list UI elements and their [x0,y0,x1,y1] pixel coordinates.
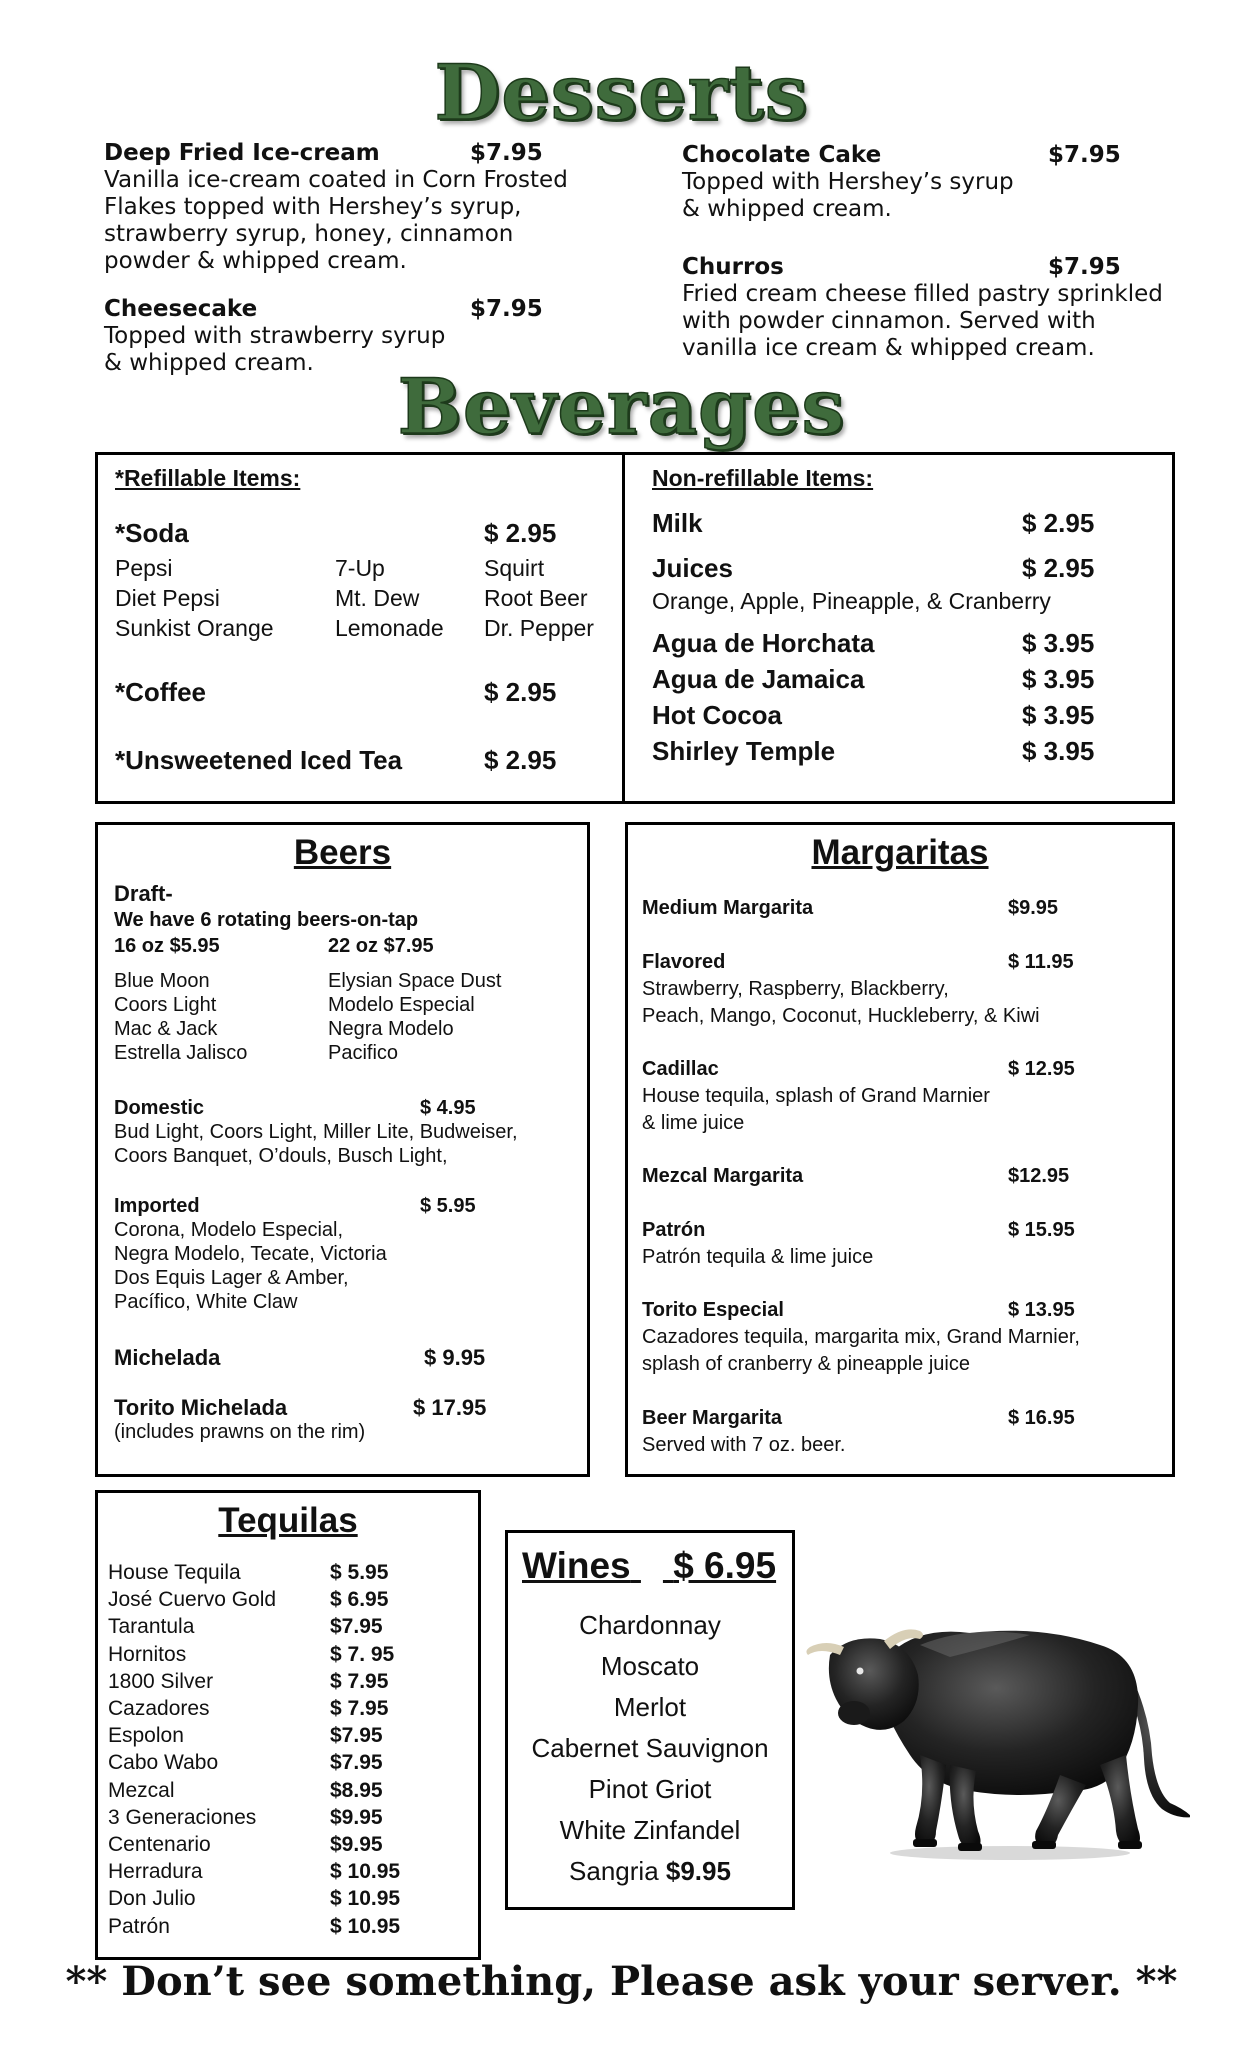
tequila-name: José Cuervo Gold [108,1588,277,1612]
dessert-price: $7.95 [1048,254,1121,280]
beverages-divider [622,455,625,801]
tequila-name: Centenario [108,1833,211,1856]
margarita-name: Patrón [642,1219,706,1241]
soda-flavor: Pepsi [115,555,173,581]
draft-size-16: 16 oz $5.95 [114,935,220,957]
wine-list [508,1605,792,1892]
soda-flavor: 7-Up [335,555,385,581]
tequila-price: $ 5.95 [330,1561,389,1584]
domestic-label: Domestic [114,1097,205,1119]
margarita-desc-line: Cazadores tequila, margarita mix, Grand Marnier, [642,1326,1080,1348]
tequila-row [108,1697,468,1721]
tequila-name: House Tequila [108,1561,241,1584]
margarita-name: Mezcal Margarita [642,1165,804,1187]
margarita-name: Medium Margarita [642,897,814,919]
tequila-price: $ 7. 95 [330,1642,395,1666]
imported-desc-line: Negra Modelo, Tecate, Victoria [114,1243,387,1265]
margarita-price: $ 11.95 [1008,951,1074,973]
beers-title: Beers [293,833,392,872]
margaritas-title: Margaritas [811,833,989,872]
imported-label: Imported [114,1195,200,1217]
margarita-desc-line: & lime juice [642,1112,745,1134]
wine-item: Merlot [613,1692,687,1722]
milk-price: $ 2.95 [1022,508,1095,538]
dessert-desc-line: with powder cinnamon. Served with [682,308,1096,334]
nonrefillable-header: Non-refillable Items: [652,465,874,491]
tequila-price: $ 10.95 [330,1860,401,1884]
draft-beer: Coors Light [114,994,217,1016]
tequila-row [108,1915,468,1939]
juices-price: $ 2.95 [1022,553,1095,583]
draft-label: Draft- [114,881,173,906]
drink-name: Agua de Jamaica [652,664,865,694]
tequila-row [108,1860,468,1884]
drink-price: $ 3.95 [1022,736,1095,766]
dessert-item [682,254,1202,362]
drink-price: $ 3.95 [1022,628,1095,658]
margarita-name: Beer Margarita [642,1407,783,1429]
iced-tea-label: *Unsweetened Iced Tea [115,745,403,775]
margarita-desc-line: House tequila, splash of Grand Marnier [642,1085,990,1107]
soda-flavor: Root Beer [484,585,588,611]
draft-beer: Modelo Especial [328,994,475,1016]
beverages-box [95,452,1175,804]
margaritas-box [625,822,1175,1477]
dessert-desc-line: Topped with Hershey’s syrup [682,169,1014,195]
tequila-name: Cazadores [108,1697,210,1720]
draft-beer: Negra Modelo [328,1018,454,1040]
bull-icon [800,1595,1190,1865]
wine-item: Cabernet Sauvignon [531,1733,769,1763]
juices-label: Juices [652,553,733,583]
tequila-name: Cabo Wabo [108,1751,219,1775]
draft-beer: Blue Moon [114,970,210,992]
tequila-row [108,1887,468,1911]
soda-price: $ 2.95 [484,518,557,548]
margarita-name: Flavored [642,951,726,973]
dessert-item [682,142,1182,223]
tequilas-box [95,1490,481,1960]
iced-tea-price: $ 2.95 [484,745,557,775]
tequila-name: Herradura [108,1860,203,1884]
dessert-price: $7.95 [470,296,543,322]
michelada-label: Michelada [114,1345,221,1370]
wine-item: Pinot Griot [588,1774,712,1804]
domestic-desc-line: Coors Banquet, O’douls, Busch Light, [114,1145,448,1167]
desserts-title: Desserts [434,48,809,137]
tequila-price: $9.95 [330,1805,383,1829]
refillable-header: *Refillable Items: [115,465,301,491]
tequila-name: Espolon [108,1724,184,1748]
dessert-name: Cheesecake [104,296,258,322]
tequila-name: Tarantula [108,1615,195,1639]
dessert-desc-line: Vanilla ice-cream coated in Corn Frosted [104,167,568,193]
draft-beer: Mac & Jack [114,1018,218,1040]
soda-flavor: Diet Pepsi [115,585,220,611]
domestic-desc-line: Bud Light, Coors Light, Miller Lite, Budweiser, [114,1121,518,1143]
tequila-row [108,1724,468,1748]
torito-michelada-label: Torito Michelada [114,1395,288,1420]
wine-item: Chardonnay [579,1610,721,1640]
wine-item: White Zinfandel [559,1815,741,1845]
beverages-title: Beverages [397,362,846,451]
tequila-price: $7.95 [330,1724,383,1748]
juices-desc: Orange, Apple, Pineapple, & Cranberry [652,588,1051,614]
soda-label: *Soda [115,518,189,548]
draft-desc: We have 6 rotating beers-on-tap [114,909,419,931]
tequilas-title: Tequilas [218,1501,358,1540]
dessert-desc-line: Topped with strawberry syrup [104,323,446,349]
tequila-price: $ 10.95 [330,1914,401,1938]
dessert-item [104,140,574,275]
soda-flavor: Squirt [484,555,545,581]
tequila-price: $ 7.95 [330,1697,389,1720]
tequila-row [108,1561,468,1585]
soda-flavor: Lemonade [335,615,444,641]
margarita-price: $ 12.95 [1008,1058,1075,1080]
drink-name: Agua de Horchata [652,628,875,658]
sangria-label: Sangria [569,1856,659,1886]
domestic-price: $ 4.95 [420,1097,476,1119]
dessert-desc-line: & whipped cream. [104,350,314,376]
footer-note: ** Don’t see something, Please ask your server. ** [65,1958,1178,2005]
dessert-price: $7.95 [1048,142,1121,168]
imported-desc-line: Dos Equis Lager & Amber, [114,1267,349,1289]
margarita-price: $ 16.95 [1008,1407,1075,1429]
dessert-desc-line: strawberry syrup, honey, cinnamon [104,221,514,247]
coffee-label: *Coffee [115,677,207,707]
sangria-item [508,1851,792,1892]
imported-desc-line: Pacífico, White Claw [114,1291,298,1313]
margarita-desc-line: Patrón tequila & lime juice [642,1246,874,1268]
dessert-desc-line: Fried cream cheese filled pastry sprinkled [682,281,1163,307]
sangria-price: $9.95 [665,1856,731,1886]
tequila-price: $7.95 [330,1751,383,1775]
margarita-price: $ 13.95 [1008,1299,1075,1321]
tequila-name: 1800 Silver [108,1669,214,1693]
soda-flavor: Dr. Pepper [484,615,594,641]
tequila-name: 3 Generaciones [108,1805,257,1829]
tequila-name: Patrón [108,1914,170,1938]
dessert-desc-line: & whipped cream. [682,196,892,222]
dessert-desc-line: vanilla ice cream & whipped cream. [682,335,1095,361]
margarita-name: Cadillac [642,1058,719,1080]
margarita-price: $9.95 [1008,897,1059,919]
michelada-price: $ 9.95 [424,1345,486,1370]
tequila-row [108,1751,468,1775]
tequila-row [108,1779,468,1803]
drink-price: $ 3.95 [1022,664,1095,694]
margarita-name: Torito Especial [642,1299,784,1321]
draft-beer: Pacifico [328,1042,399,1064]
dessert-name: Churros [682,254,784,280]
tequila-price: $7.95 [330,1615,383,1639]
torito-michelada-desc: (includes prawns on the rim) [114,1421,366,1443]
soda-flavor: Sunkist Orange [115,615,274,641]
tequila-row [108,1643,468,1667]
tequila-row [108,1615,468,1639]
dessert-name: Chocolate Cake [682,142,882,168]
tequila-row [108,1588,468,1612]
tequila-name: Hornitos [108,1642,187,1666]
coffee-price: $ 2.95 [484,677,557,707]
tequila-row [108,1833,468,1857]
soda-flavor: Mt. Dew [335,585,420,611]
tequila-price: $9.95 [330,1833,383,1856]
tequila-price: $ 6.95 [330,1588,389,1612]
imported-desc-line: Corona, Modelo Especial, [114,1219,344,1241]
draft-size-22: 22 oz $7.95 [328,935,434,957]
beers-box [95,822,590,1477]
drink-price: $ 3.95 [1022,700,1095,730]
milk-label: Milk [652,508,703,538]
margarita-price: $12.95 [1008,1165,1070,1187]
tequila-price: $8.95 [330,1778,383,1802]
margarita-desc-line: Peach, Mango, Coconut, Huckleberry, & Kiwi [642,1005,1040,1027]
wine-item: Moscato [600,1651,700,1681]
dessert-price: $7.95 [470,140,543,166]
dessert-desc-line: powder & whipped cream. [104,248,407,274]
torito-michelada-price: $ 17.95 [413,1395,487,1420]
tequila-name: Mezcal [108,1778,175,1802]
wines-title: Wines [522,1545,631,1586]
drink-name: Hot Cocoa [652,700,782,730]
margarita-price: $ 15.95 [1008,1219,1075,1241]
wines-price: $ 6.95 [673,1545,777,1586]
margarita-desc-line: splash of cranberry & pineapple juice [642,1353,970,1375]
tequila-row [108,1670,468,1694]
draft-beer: Elysian Space Dust [328,970,502,992]
margarita-desc-line: Strawberry, Raspberry, Blackberry, [642,978,949,1000]
dessert-name: Deep Fried Ice-cream [104,140,380,166]
tequila-name: Don Julio [108,1887,196,1911]
wines-box [505,1530,795,1910]
imported-price: $ 5.95 [420,1195,476,1217]
draft-beer: Estrella Jalisco [114,1042,248,1064]
tequila-price: $ 10.95 [330,1887,401,1911]
dessert-desc-line: Flakes topped with Hershey’s syrup, [104,194,522,220]
drink-name: Shirley Temple [652,736,836,766]
margarita-desc-line: Served with 7 oz. beer. [642,1434,846,1456]
tequila-row [108,1806,468,1830]
tequila-price: $ 7.95 [330,1669,389,1693]
